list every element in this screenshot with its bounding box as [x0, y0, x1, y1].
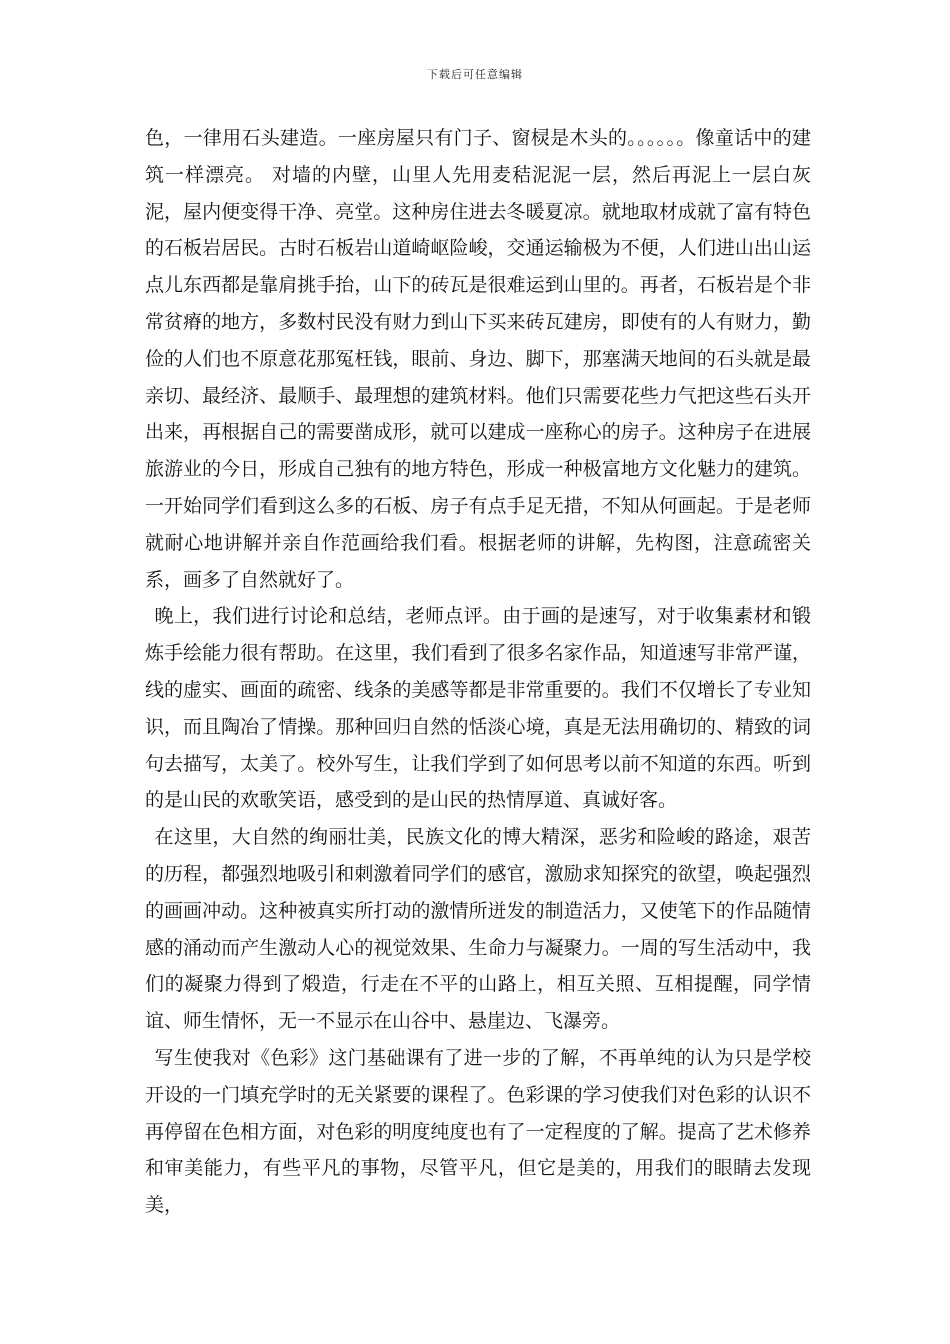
page-header: 下载后可任意编辑 — [427, 68, 523, 81]
paragraph-2: 晚上，我们进行讨论和总结，老师点评。由于画的是速写，对于收集素材和锻炼手绘能力很有帮助。在这里，我们看到了很多名家作品，知道速写非常严谨，线的虚实、画面的疏密、线条的美感等都是非常重要的。我们不仅增长了专业知识，而且陶冶了情操。那种回归自然的恬淡心境，真是无法用确切的、精致的词句去描写，太美了。校外写生，让我们学到了如何思考以前不知道的东西。听到的是山民的欢歌笑语，感受到的是山民的热情厚道、真诚好客。 — [145, 605, 811, 812]
paragraph-4: 写生使我对《色彩》这门基础课有了进一步的了解，不再单纯的认为只是学校开设的一门填充学时的无关紧要的课程了。色彩课的学习使我们对色彩的认识不再停留在色相方面，对色彩的明度纯度也有了一定程度的了解。提高了艺术修养和审美能力，有些平凡的事物，尽管平凡，但它是美的，用我们的眼睛去发现美， — [145, 1046, 811, 1217]
paragraph-3: 在这里，大自然的绚丽壮美，民族文化的博大精深，恶劣和险峻的路途，艰苦的历程，都强烈地吸引和刺激着同学们的感官，激励求知探究的欲望，唤起强烈的画画冲动。这种被真实所打动的激情所迸发的制造活力，又使笔下的作品随情感的涌动而产生激动人心的视觉效果、生命力与凝聚力。一周的写生活动中，我们的凝聚力得到了煅造，行走在不平的山路上，相互关照、互相提醒，同学情谊、师生情怀，无一不显示在山谷中、悬崖边、飞瀑旁。 — [145, 826, 811, 1033]
document-body — [145, 120, 811, 1224]
paragraph-1: 色，一律用石头建造。一座房屋只有门子、窗棂是木头的。。。。。。像童话中的建筑一样漂亮。 对墙的内壁，山里人先用麦秸泥泥一层，然后再泥上一层白灰泥，屋内便变得干净、亮堂。这种房住进去冬暖夏凉。就地取材成就了富有特色的石板岩居民。古时石板岩山道崎岖险峻，交通运输极为不便，人们进山出山运点儿东西都是靠肩挑手抬，山下的砖瓦是很难运到山里的。再者，石板岩是个非常贫瘠的地方，多数村民没有财力到山下买来砖瓦建房，即使有的人有财力，勤俭的人们也不原意花那冤枉钱，眼前、身边、脚下，那塞满天地间的石头就是最亲切、最经济、最顺手、最理想的建筑材料。他们只需要花些力气把这些石头开出来，再根据自己的需要凿成形，就可以建成一座称心的房子。这种房子在进展旅游业的今日，形成自己独有的地方特色，形成一种极富地方文化魅力的建筑。一开始同学们看到这么多的石板、房子有点手足无措，不知从何画起。于是老师就耐心地讲解并亲自作范画给我们看。根据老师的讲解，先构图，注意疏密关系，画多了自然就好了。 — [145, 127, 811, 591]
